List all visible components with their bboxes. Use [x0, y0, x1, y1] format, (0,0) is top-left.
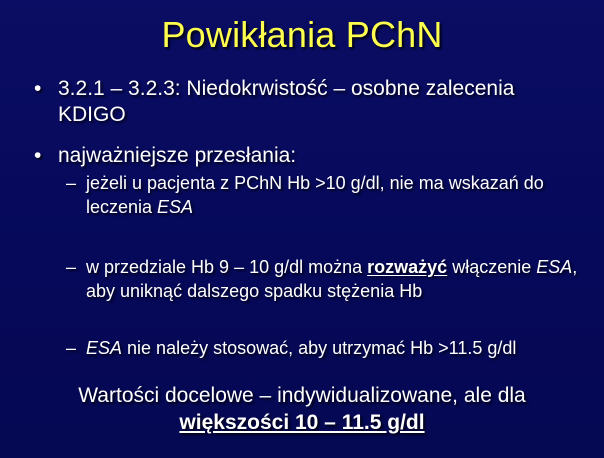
esa-italic-text: ESA — [536, 257, 573, 277]
slide-title: Powikłania PChN — [161, 14, 443, 55]
dash-icon: – — [66, 173, 77, 193]
bullet-dot-icon: • — [34, 144, 42, 167]
sub-bullet-hb-9-10 — [66, 255, 591, 303]
esa-italic-text: ESA — [157, 197, 194, 217]
bullet-item-key-messages — [34, 143, 582, 169]
sub-bullet-text-part: nie należy stosować, aby utrzymać Hb >11.5 g/dl — [122, 338, 517, 358]
sub-bullet-text-part: włączenie — [447, 257, 537, 277]
bullet-dot-icon: • — [34, 77, 42, 100]
bullet-text-key-messages: najważniejsze przesłania: — [58, 144, 297, 167]
sub-bullet-hb-over-10 — [66, 171, 591, 219]
footer-line-one: Wartości docelowe – indywidualizowane, ale dla — [78, 384, 526, 407]
bullet-item-kdigo — [34, 76, 582, 128]
sub-bullet-esa-not-use — [66, 336, 591, 360]
consider-emphasis-text: rozważyć — [367, 257, 448, 277]
dash-icon: – — [66, 338, 77, 358]
sub-bullet-text-esa-not-use — [86, 336, 591, 360]
footer-line-two: większości 10 – 11.5 g/dl — [179, 411, 425, 434]
sub-bullet-text-hb-9-10 — [86, 255, 591, 303]
sub-bullet-text-part: , aby uniknąć dalszego spadku stężenia Hb — [86, 257, 578, 301]
sub-bullet-text-part: w przedziale Hb 9 – 10 g/dl można — [86, 257, 368, 277]
sub-bullet-text-part: jeżeli u pacjenta z PChN Hb >10 g/dl, nie ma wskazań do leczenia — [86, 173, 544, 217]
bullet-text-kdigo: 3.2.1 – 3.2.3: Niedokrwistość – osobne zalecenia KDIGO — [58, 77, 515, 126]
dash-icon: – — [66, 257, 77, 277]
esa-italic-text: ESA — [86, 338, 123, 358]
target-values-footer — [0, 382, 604, 436]
sub-bullet-text-hb-over-10 — [86, 171, 591, 219]
